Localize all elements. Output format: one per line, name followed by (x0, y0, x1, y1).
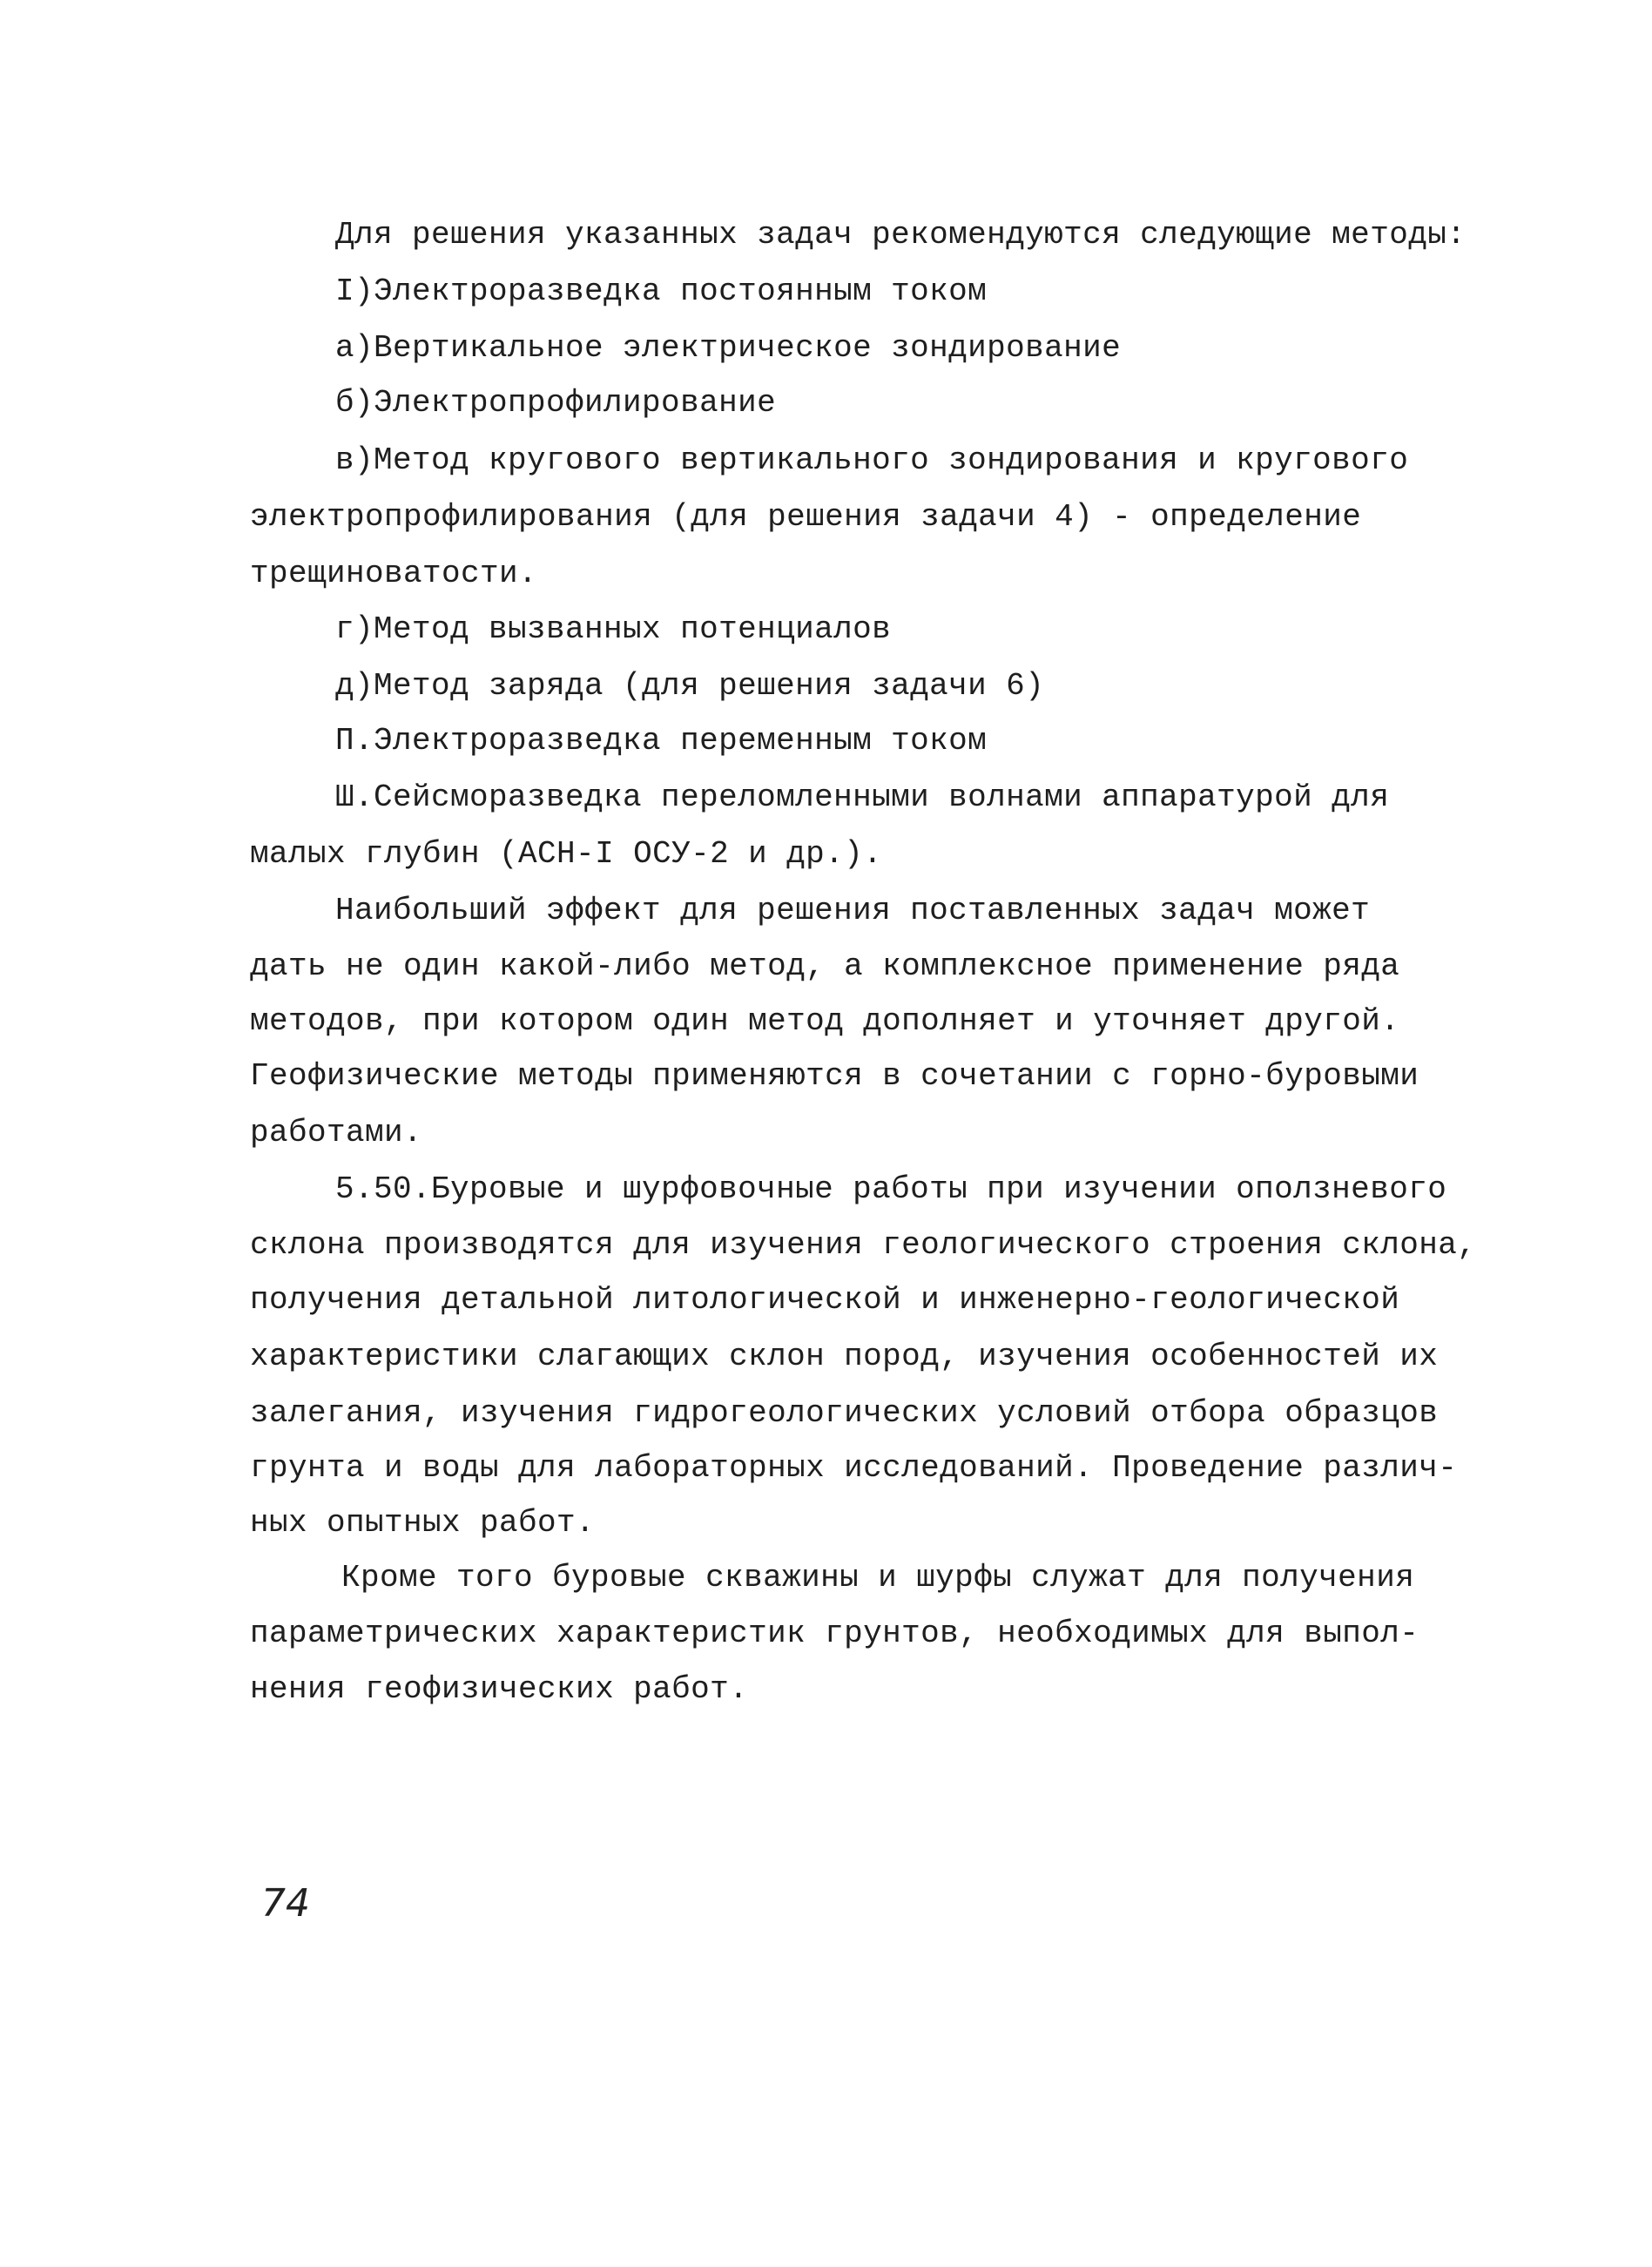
text-line-boreholes: Кроме того буровые скважины и шурфы служат для получения (341, 1560, 1415, 1596)
text-line-method-1v: в)Метод кругового вертикального зондирования и кругового (335, 442, 1409, 478)
text-line-method-1v-end: трещиноватости. (250, 556, 538, 591)
text-line-effect-5: работами. (250, 1115, 423, 1150)
text-line-section-550-3: получения детальной литологической и инженерно-геологической (250, 1282, 1400, 1318)
text-line-effect: Наибольший эффект для решения поставленных задач может (335, 893, 1371, 928)
text-line-boreholes-2: параметрических характеристик грунтов, необходимых для выпол- (250, 1616, 1419, 1651)
text-line-boreholes-3: нения геофизических работ. (250, 1671, 749, 1707)
text-line-effect-4: Геофизические методы применяются в сочетании с горно-буровыми (250, 1058, 1419, 1094)
text-line-method-1b: б)Электропрофилирование (335, 385, 777, 421)
text-line-section-550: 5.50.Буровые и шурфовочные работы при изучении оползневого (335, 1171, 1447, 1207)
text-line-method-2: П.Электроразведка переменным током (335, 723, 988, 759)
text-line-section-550-2: склона производятся для изучения геологического строения склона, (250, 1227, 1477, 1263)
text-line-section-550-4: характеристики слагающих склон пород, изучения особенностей их (250, 1339, 1439, 1374)
text-line-method-3: Ш.Сейсморазведка переломленными волнами аппаратурой для (335, 779, 1390, 815)
text-line-methods-intro: Для решения указанных задач рекомендуются следующие методы: (335, 217, 1467, 253)
text-line-method-1: I)Электроразведка постоянным током (335, 273, 988, 309)
text-line-section-550-5: залегания, изучения гидрогеологических условий отбора образцов (250, 1395, 1439, 1431)
text-line-effect-2: дать не один какой-либо метод, а комплексное применение ряда (250, 948, 1400, 984)
text-line-method-1v-cont: электропрофилирования (для решения задачи 4) - определение (250, 499, 1362, 535)
text-line-method-1g: г)Метод вызванных потенциалов (335, 611, 892, 647)
text-line-method-3-cont: малых глубин (АСН-I ОСУ-2 и др.). (250, 836, 883, 872)
text-line-effect-3: методов, при котором один метод дополняет и уточняет другой. (250, 1003, 1400, 1039)
text-line-method-1d: д)Метод заряда (для решения задачи 6) (335, 668, 1045, 704)
text-line-section-550-6: грунта и воды для лабораторных исследований. Проведение различ- (250, 1450, 1458, 1486)
text-line-section-550-7: ных опытных работ. (250, 1505, 596, 1541)
text-line-method-1a: а)Вертикальное электрическое зондирование (335, 330, 1122, 366)
page-number: 74 (261, 1881, 310, 1926)
